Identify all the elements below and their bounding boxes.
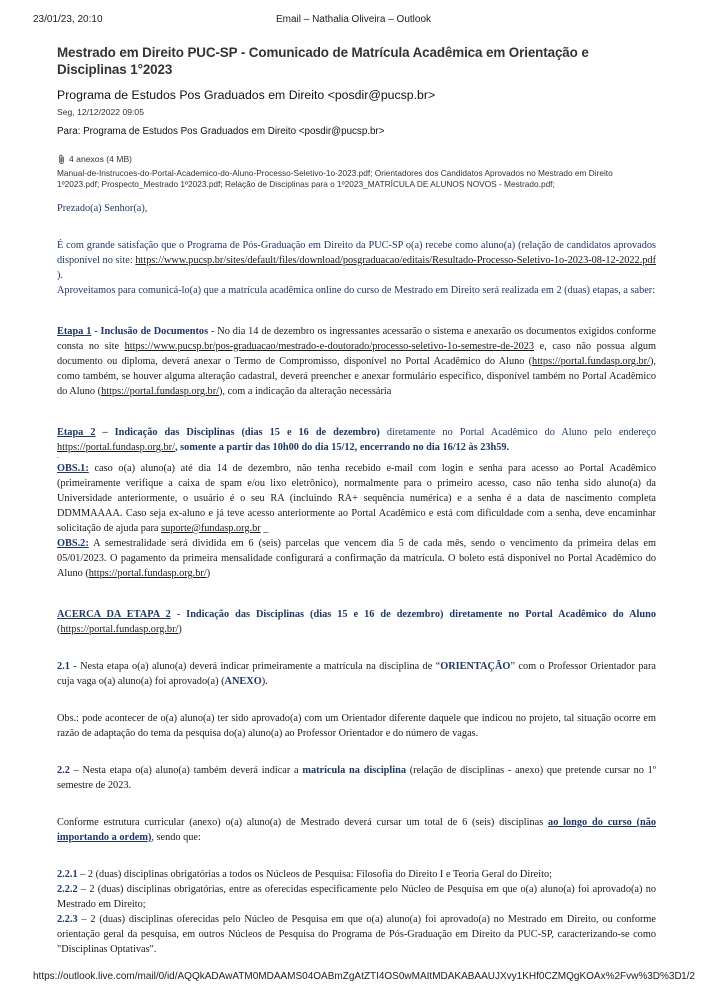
- email-date: Seg, 12/12/2022 09:05: [57, 107, 144, 117]
- support-email-link[interactable]: suporte@fundasp.org.br: [161, 523, 261, 534]
- paragraph-welcome: É com grande satisfação que o Programa de Pós-Graduação em Direito da PUC-SP o(a) recebe como aluno(a) (relação de candidatos aprovados disponível no site: https://www.pucsp.br/sites/default/files/download/posgraduacao/editais/Resultado-Processo-Seletivo-1o-2023-08-12-2022.pdf ).: [57, 240, 656, 281]
- greeting: Prezado(a) Senhor(a),: [57, 203, 148, 214]
- portal-link[interactable]: https://portal.fundasp.org.br/: [60, 624, 179, 635]
- attachments-count: 4 anexos (4 MB): [69, 154, 133, 164]
- email-recipients: Para: Programa de Estudos Pos Graduados em Direito <posdir@pucsp.br>: [57, 126, 385, 137]
- portal-link[interactable]: https://portal.fundasp.org.br/: [532, 356, 650, 367]
- paperclip-icon: [57, 154, 66, 165]
- obs-1: OBS.1: caso o(a) aluno(a) até dia 14 de dezembro, não tenha recebido e-mail com login e senha para acesso ao Portal Acadêmico (primeiramente verifique a caixa de spam e/ou lixo eletrônico), normalmente para o primeiro acesso, caso não tenha sido aluno(a) da Universidade anteriormente, o usuário é o seu RA (incluindo RA+ sequência numérica) e a senha é a data de nascimento completa DDMMAAAA. Caso seja ex-aluno e já teve acesso anteriormente ao Portal Acadêmico e está com dificuldade com a senha, deve encaminhar solicitação de ajuda para suporte@fundasp.org.br _: [57, 463, 656, 534]
- attachments-summary[interactable]: [57, 154, 656, 165]
- obs-2: OBS.2: A semestralidade será dividida em 6 (seis) parcelas que vencem dia 5 de cada mês, sendo o vencimento da primeira delas em 05/01/2023. O pagamento da primeira mensalidade configurará a confirmação da matrícula. O boleto está disponível no Portal Acadêmico do Aluno (https://portal.fundasp.org.br/): [57, 538, 656, 579]
- acerca-etapa-2: ACERCA DA ETAPA 2 - Indicação das Disciplinas (dias 15 e 16 de dezembro) diretamente no Portal Acadêmico do Aluno (https://portal.fundasp.org.br/): [57, 609, 656, 635]
- email-body: [57, 201, 656, 957]
- paragraph-stages: Aproveitamos para comunicá-lo(a) que a matrícula acadêmica online do curso de Mestrado em Direito será realizada em 2 (duas) etapas, a saber:: [57, 285, 656, 296]
- email-view: [57, 44, 656, 957]
- processo-seletivo-link[interactable]: https://www.pucsp.br/pos-graduacao/mestrado-e-doutorado/processo-seletivo-1o-semestre-de-2023: [124, 341, 535, 352]
- page-number: 1/2: [681, 971, 695, 982]
- portal-link[interactable]: https://portal.fundasp.org.br/: [88, 568, 207, 579]
- etapa-2: Etapa 2 – Indicação das Disciplinas (dias 15 e 16 de dezembro) diretamente no Portal Acadêmico do Aluno pelo endereço https://portal.fundasp.org.br/, somente a partir das 10h00 do dia 15/12, encerrando no dia 16/12 às 23h59.: [57, 427, 656, 453]
- email-subject: Mestrado em Direito PUC-SP - Comunicado de Matrícula Acadêmica em Orientação e Disciplinas 1°2023: [57, 45, 589, 77]
- email-sender[interactable]: Programa de Estudos Pos Graduados em Direito <posdir@pucsp.br>: [57, 88, 436, 102]
- portal-link[interactable]: https://portal.fundasp.org.br/: [101, 386, 219, 397]
- dash-marker: -: [57, 455, 59, 461]
- section-2-1: 2.1 - Nesta etapa o(a) aluno(a) deverá indicar primeiramente a matrícula na disciplina de “ORIENTAÇÃO” com o Professor Orientador para cuja vaga o(a) aluno(a) foi aprovado(a) (ANEXO).: [57, 661, 656, 687]
- section-2-2: 2.2 – Nesta etapa o(a) aluno(a) também deverá indicar a matrícula na disciplina (relação de disciplinas - anexo) que pretende cursar no 1º semestre de 2023.: [57, 765, 656, 791]
- page-url: https://outlook.live.com/mail/0/id/AQQkADAwATM0MDAAMS04OABmZgAtZTI4OS0wMAItMDAKABAAUJXvy1KHf0CZMQgKOAx%2Fvw%3D%3D: [33, 971, 682, 982]
- print-header: [33, 14, 674, 28]
- obs-orientador: Obs.: pode acontecer de o(a) aluno(a) ter sido aprovado(a) com um Orientador diferente daquele que indicou no projeto, tal situação ocorre em razão de adaptação do tema da pesquisa do(a) aluno(a) ao Professor Orientador e do número de vagas.: [57, 713, 656, 739]
- window-title: Email – Nathalia Oliveira – Outlook: [275, 14, 432, 25]
- portal-link[interactable]: https://portal.fundasp.org.br/: [57, 442, 175, 453]
- etapa-1: Etapa 1 - Inclusão de Documentos - No dia 14 de dezembro os ingressantes acessarão o sistema e anexarão os documentos exigidos conforme consta no site https://www.pucsp.br/pos-graduacao/mestrado-e-doutorado/processo-seletivo-1o-semestre-de-2023 e, caso não possua algum documento ou diploma, deverá anexar o Termo de Compromisso, disponível no Portal Acadêmico do Aluno (https://portal.fundasp.org.br/), como também, se houver alguma alteração cadastral, deverá preencher e anexar formulário específico, disponível também no Portal Acadêmico do Aluno (https://portal.fundasp.org.br/), com a indicação da alteração necessária: [57, 326, 657, 397]
- section-2-2-1: 2.2.1 – 2 (duas) disciplinas obrigatórias a todos os Núcleos de Pesquisa: Filosofia do Direito I e Teoria Geral do Direito;: [57, 869, 552, 880]
- section-2-2-3: 2.2.3 – 2 (duas) disciplinas oferecidas pelo Núcleo de Pesquisa em que o(a) aluno(a) foi aprovado(a) no Mestrado em Direito, ou conforme orientação geral da pesquisa, em outros Núcleos de Pesquisa do Programa de Pós-Graduação em Direito da PUC-SP, caracterizando-se como "Disciplinas Optativas".: [57, 914, 656, 955]
- estrutura-curricular: Conforme estrutura curricular (anexo) o(a) aluno(a) de Mestrado deverá cursar um total de 6 (seis) disciplinas ao longo do curso (não importando a ordem), sendo que:: [57, 817, 656, 843]
- attachment-file-list[interactable]: Manual-de-Instrucoes-do-Portal-Academico-do-Aluno-Processo-Seletivo-1o-2023.pdf; Orientadores dos Candidatos Aprovados no Mestrado em Direito 1º2023.pdf; Prospecto_Mestrado 1º2023.pdf; Relação de Disciplinas para o 1º2023_MATRÍCULA DE ALUNOS NOVOS - Mestrado.pdf;: [57, 168, 613, 189]
- print-datetime: 23/01/23, 20:10: [33, 14, 103, 25]
- section-2-2-2: 2.2.2 – 2 (duas) disciplinas obrigatórias, entre as oferecidas especificamente pelo Núcleo de Pesquisa em que o(a) aluno(a) foi aprovado(a) no Mestrado em Direito;: [57, 884, 656, 910]
- result-link[interactable]: https://www.pucsp.br/sites/default/files/download/posgraduacao/editais/Resultado-Processo-Seletivo-1o-2023-08-12-2022.pdf: [135, 255, 656, 266]
